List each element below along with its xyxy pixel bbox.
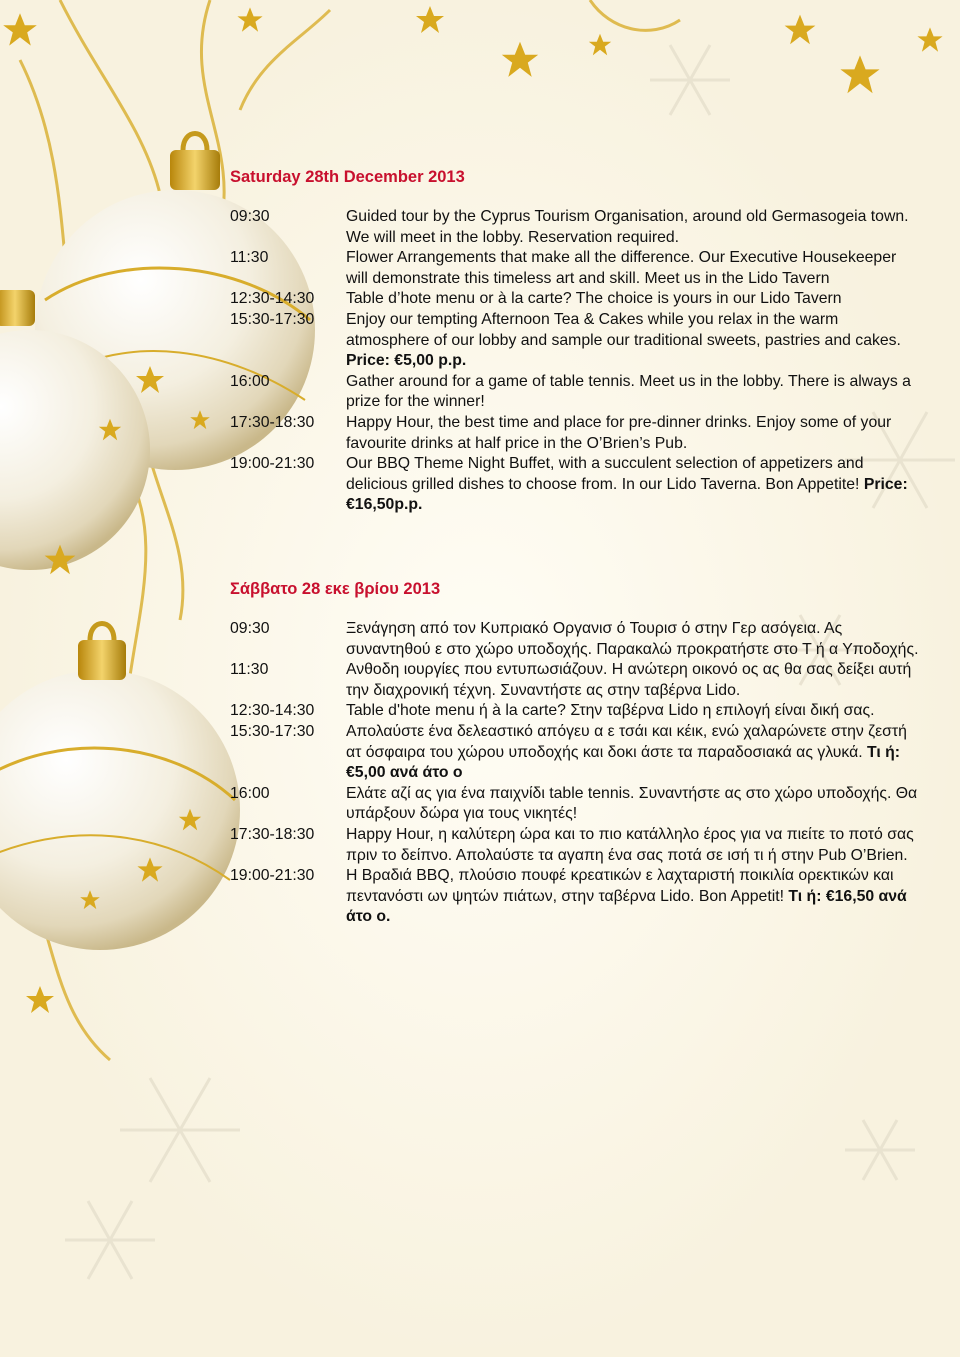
entry-time: 15:30-17:30 bbox=[230, 310, 315, 328]
entry-time: 15:30-17:30 bbox=[230, 722, 315, 740]
schedule-row bbox=[230, 784, 920, 825]
schedule-row bbox=[230, 310, 920, 372]
entry-text: Enjoy our tempting Afternoon Tea & Cakes while you relax in the warm atmosphere of our lobby and sample our traditional sweets, pastries and cakes. Price: €5,00 p.p. bbox=[346, 310, 901, 370]
greek-schedule bbox=[230, 578, 920, 928]
entry-text: Happy Hour, the best time and place for pre-dinner drinks. Enjoy some of your favourite drinks at half price in the O’Brien’s Pub. bbox=[346, 413, 892, 452]
schedule-row bbox=[230, 660, 920, 701]
schedule-row bbox=[230, 413, 920, 454]
english-schedule bbox=[230, 166, 920, 516]
entry-price: Τι ή: €16,50 ανά άτο ο. bbox=[346, 887, 907, 926]
schedule-row bbox=[230, 825, 920, 866]
entry-text: Η Βραδιά BBQ, πλούσιο πουφέ κρεατικών ε λαχταριστή ποικιλία ορεκτικών και πεντανόστι ων ψητών πιάτων, στην ταβέρνα Lido. Bon Appetit! Τι ή: €16,50 ανά άτο ο. bbox=[346, 867, 907, 926]
schedule-row bbox=[230, 454, 920, 516]
greek-entries bbox=[230, 619, 920, 928]
entry-time: 17:30-18:30 bbox=[230, 413, 315, 431]
english-entries bbox=[230, 207, 920, 516]
entry-price: Price: €5,00 p.p. bbox=[346, 352, 467, 370]
entry-price: Τι ή: €5,00 ανά άτο ο bbox=[346, 743, 901, 782]
schedule-row bbox=[230, 207, 920, 248]
schedule-row bbox=[230, 372, 920, 413]
entry-time: 17:30-18:30 bbox=[230, 825, 315, 843]
entry-text: Guided tour by the Cyprus Tourism Organisation, around old Germasogeia town. We will meet in the lobby. Reservation required. bbox=[346, 208, 909, 246]
entry-time: 09:30 bbox=[230, 620, 270, 637]
entry-text: Our BBQ Theme Night Buffet, with a succulent selection of appetizers and delicious grilled dishes to choose from. In our Lido Taverna. Bon Appetite! Price: €16,50p.p. bbox=[346, 455, 908, 514]
schedule-row bbox=[230, 701, 920, 722]
entry-text: Table d’hote menu or à la carte? The choice is yours in our Lido Tavern bbox=[346, 290, 842, 308]
entry-time: 12:30-14:30 bbox=[230, 702, 315, 720]
schedule-row bbox=[230, 866, 920, 928]
entry-time: 19:00-21:30 bbox=[230, 867, 315, 885]
english-schedule-title: Saturday 28th December 2013 bbox=[230, 168, 465, 186]
entry-text: Ξενάγηση από τον Κυπριακό Οργανισ ό Τουρισ ό στην Γερ ασόγεια. Ας συναντηθού ε στο χώρο υποδοχής. Παρακαλώ προκρατήστε στο Τ ή α Υποδοχής. bbox=[346, 620, 919, 658]
entry-time: 11:30 bbox=[230, 249, 269, 267]
entry-time: 12:30-14:30 bbox=[230, 290, 315, 308]
entry-time: 16:00 bbox=[230, 372, 270, 390]
entry-text: Ελάτε αζί ας για ένα παιχνίδι table tennis. Συναντήστε ας στο χώρο υποδοχής. Θα υπάρξουν δώρα για τους νικητές! bbox=[346, 784, 918, 823]
entry-text: Happy Hour, η καλύτερη ώρα και το πιο κατάλληλο έρος για να πιείτε το ποτό σας πριν το δείπνο. Απολαύστε τα αγαπη ένα σας ποτά σε ισή τι ή στην Pub O’Brien. bbox=[346, 825, 914, 864]
schedule-row bbox=[230, 289, 920, 310]
greek-schedule-title: Σάββατο 28 εκε βρίου 2013 bbox=[230, 580, 441, 598]
entry-time: 16:00 bbox=[230, 784, 270, 802]
schedule-row bbox=[230, 722, 920, 784]
entry-time: 11:30 bbox=[230, 661, 269, 679]
entry-time: 19:00-21:30 bbox=[230, 455, 315, 473]
entry-time: 09:30 bbox=[230, 208, 270, 225]
entry-text: Gather around for a game of table tennis. Meet us in the lobby. There is always a prize for the winner! bbox=[346, 372, 911, 411]
schedule-row bbox=[230, 619, 920, 660]
entry-text: Απολαύστε ένα δελεαστικό απόγευ α ε τσάι και κέικ, ενώ χαλαρώνετε στην ζεστή ατ όσφαιρα του χώρου υποδοχής και δοκι άστε τα παραδοσιακά ας γλυκά. Τι ή: €5,00 ανά άτο ο bbox=[346, 722, 907, 782]
schedule-row bbox=[230, 248, 920, 289]
entry-text: Ανθοδη ιουργίες που εντυπωσιάζουν. Η ανώτερη οικονό ος ας θα σας δείξει αυτή την διαχρονική τέχνη. Συναντήστε ας στην ταβέρνα Lido. bbox=[346, 661, 912, 699]
entry-text: Table d'hote menu ή à la carte? Στην ταβέρνα Lido η επιλογή είναι δική σας. bbox=[346, 702, 875, 720]
entry-text: Flower Arrangements that make all the difference. Our Executive Housekeeper will demonstrate this timeless art and skill. Meet us in the Lido Tavern bbox=[346, 249, 897, 287]
entry-price: Price: €16,50p.p. bbox=[346, 475, 908, 514]
